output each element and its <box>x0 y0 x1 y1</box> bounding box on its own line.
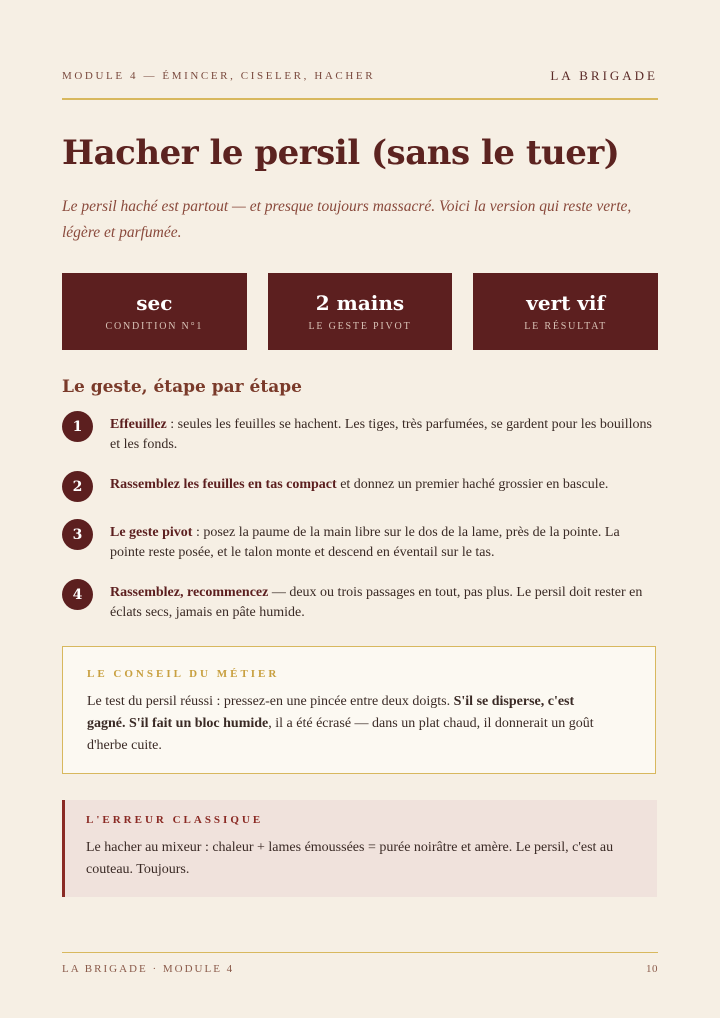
step-number: 3 <box>62 519 93 550</box>
warning-box <box>62 800 657 897</box>
stat-card <box>473 273 658 350</box>
tip-label: LE CONSEIL DU MÉTIER <box>87 668 280 680</box>
warning-text: Le hacher au mixeur : chaleur + lames émoussées = purée noirâtre et amère. Le persil, c'est au couteau. Toujours. <box>86 840 614 877</box>
step-keyword: Effeuillez <box>110 417 167 432</box>
step-number: 1 <box>62 411 93 442</box>
stat-value: 2 mains <box>315 291 405 315</box>
section-title: Le geste, étape par étape <box>62 377 302 397</box>
header <box>62 66 658 100</box>
step-keyword: Rassemblez, recommencez <box>110 585 269 600</box>
step-text <box>110 583 658 623</box>
step-text <box>110 415 658 455</box>
step-text <box>110 523 658 563</box>
tip-post: , il a été écrasé — dans un plat chaud, il donnerait un goût d'herbe cuite. <box>87 716 594 753</box>
tip-pre: Le test du persil réussi : pressez-en une pincée entre deux doigts. <box>87 694 454 709</box>
step-keyword: Rassemblez les feuilles en tas compact <box>110 477 337 492</box>
step-detail: et donnez un premier haché grossier en bascule. <box>336 477 609 492</box>
stat-label: LE RÉSULTAT <box>524 321 608 332</box>
tip-box <box>62 646 656 774</box>
lede: Le persil haché est partout — et presque toujours massacré. Voici la version qui reste verte, légère et parfumée. <box>62 198 632 241</box>
brand-name: LA BRIGADE <box>550 68 658 83</box>
stat-label: CONDITION N°1 <box>105 321 204 332</box>
stat-value: sec <box>136 291 173 315</box>
footer <box>62 952 658 975</box>
page-title: Hacher le persil (sans le tuer) <box>62 133 620 173</box>
stat-value: vert vif <box>526 291 606 315</box>
stat-card <box>268 273 453 350</box>
stat-label: LE GESTE PIVOT <box>308 321 412 332</box>
step-keyword: Le geste pivot <box>110 525 193 540</box>
stats-row <box>62 273 658 350</box>
step-text <box>110 475 658 495</box>
tip-emphasis-1: S'il se disperse, c'est gagné. <box>87 694 575 731</box>
step-number: 4 <box>62 579 93 610</box>
warning-label: L'ERREUR CLASSIQUE <box>86 814 264 826</box>
stat-card <box>62 273 247 350</box>
step-detail: : posez la paume de la main libre sur le dos de la lame, près de la pointe. La pointe reste posée, et le talon monte et descend en éventail sur le tas. <box>110 525 620 560</box>
step-detail: : seules les feuilles se hachent. Les tiges, très parfumées, se gardent pour les bouillons et les fonds. <box>110 417 652 452</box>
page-number: 10 <box>646 963 658 975</box>
tip-emphasis-2: S'il fait un bloc humide <box>129 716 269 731</box>
tip-text <box>87 691 615 757</box>
module-label: MODULE 4 — ÉMINCER, CISELER, HACHER <box>62 70 376 82</box>
step-detail: — deux ou trois passages en tout, pas plus. Le persil doit rester en éclats secs, jamais en pâte humide. <box>110 585 643 620</box>
step-number: 2 <box>62 471 93 502</box>
footer-label: LA BRIGADE · MODULE 4 <box>62 963 235 975</box>
